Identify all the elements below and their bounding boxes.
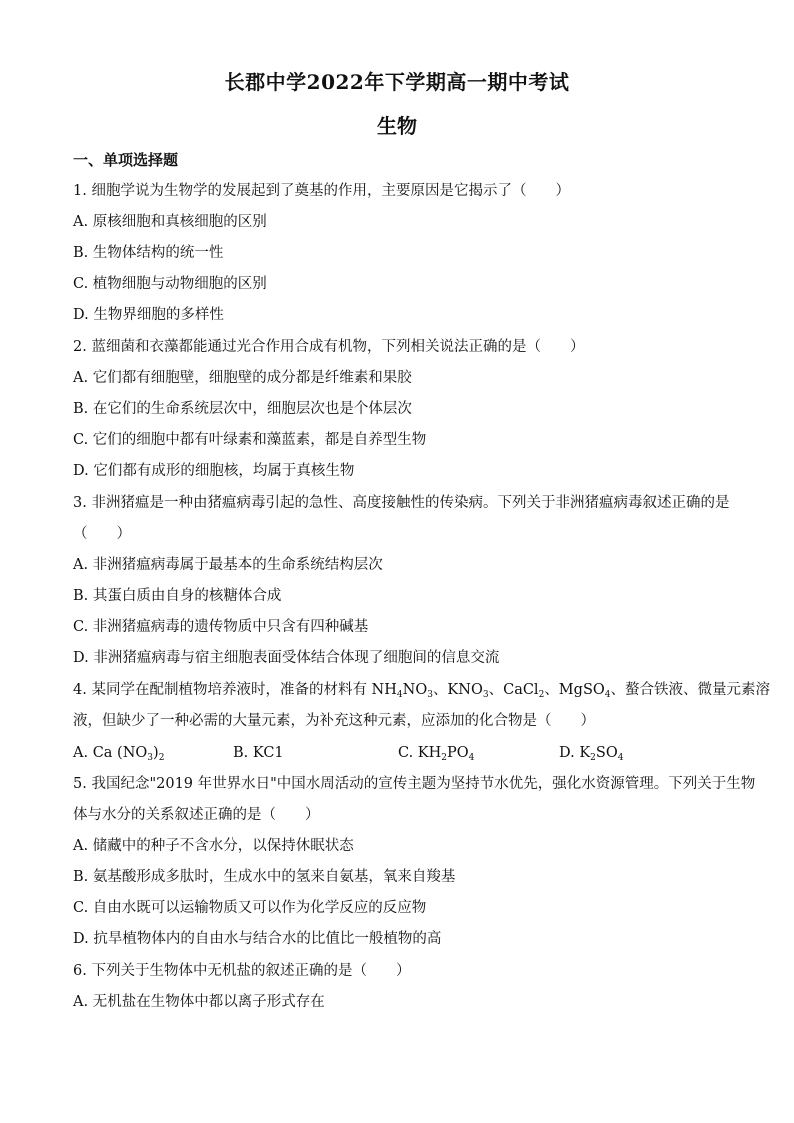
question-2-option-a: A. 它们都有细胞壁，细胞壁的成分都是纤维素和果胶: [73, 370, 412, 386]
question-3-option-b: B. 其蛋白质由自身的核糖体合成: [73, 588, 282, 604]
question-3-option-a: A. 非洲猪瘟病毒属于最基本的生命系统结构层次: [73, 557, 383, 573]
question-1-option-c: C. 植物细胞与动物细胞的区别: [73, 276, 267, 292]
question-2-stem: 2. 蓝细菌和衣藻都能通过光合作用合成有机物，下列相关说法正确的是（ ）: [73, 339, 585, 355]
question-2-option-b: B. 在它们的生命系统层次中，细胞层次也是个体层次: [73, 401, 412, 417]
subject-title: 生物: [377, 114, 417, 138]
question-3-option-c: C. 非洲猪瘟病毒的遗传物质中只含有四种碱基: [73, 619, 369, 635]
question-4-option-c: C. $KH_2PO_4$: [398, 745, 475, 763]
question-5-stem-line-1: 5. 我国纪念"2019 年世界水日"中国水周活动的宣传主题为坚持节水优先，强化水资源管理。下列关于生物: [73, 776, 756, 792]
question-2-option-d: D. 它们都有成形的细胞核，均属于真核生物: [73, 463, 355, 479]
question-3-option-d: D. 非洲猪瘟病毒与宿主细胞表面受体结合体现了细胞间的信息交流: [73, 650, 500, 666]
question-3-stem-line-1: 3. 非洲猪瘟是一种由猪瘟病毒引起的急性、高度接触性的传染病。下列关于非洲猪瘟病毒叙述正确的是: [73, 495, 730, 511]
question-6-stem: 6. 下列关于生物体中无机盐的叙述正确的是（ ）: [73, 963, 411, 979]
question-1-stem: 1. 细胞学说为生物学的发展起到了奠基的作用，主要原因是它揭示了（ ）: [73, 183, 570, 199]
question-5-option-d: D. 抗旱植物体内的自由水与结合水的比值比一般植物的高: [73, 931, 442, 947]
question-1-option-b: B. 生物体结构的统一性: [73, 245, 224, 261]
question-5-option-c: C. 自由水既可以运输物质又可以作为化学反应的反应物: [73, 900, 427, 916]
question-4-stem-line-1: 4. 某同学在配制植物培养液时，准备的材料有 $NH_4NO_3$、$KNO_3$、CaCl$_2$、MgSO$_4$、螯合铁液、微量元素溶: [73, 682, 770, 700]
question-3-stem-line-2: （ ）: [73, 526, 131, 542]
question-5-stem-line-2: 体与水分的关系叙述正确的是（ ）: [73, 807, 320, 823]
question-4-option-d: D. $K_2SO_4$: [559, 745, 624, 763]
question-6-option-a: A. 无机盐在生物体中都以离子形式存在: [73, 994, 325, 1010]
question-5-option-a: A. 储藏中的种子不含水分，以保持休眠状态: [73, 838, 354, 854]
question-4-option-b: B. KC1: [233, 745, 284, 761]
section-heading: 一、单项选择题: [73, 151, 179, 169]
question-4-stem-line-2: 液，但缺少了一种必需的大量元素，为补充这种元素，应添加的化合物是（ ）: [73, 713, 595, 729]
question-2-option-c: C. 它们的细胞中都有叶绿素和藻蓝素，都是自养型生物: [73, 432, 427, 448]
question-1-option-a: A. 原核细胞和真核细胞的区别: [73, 214, 267, 230]
question-4-option-a: A. Ca $(NO_3)_2$: [73, 745, 165, 763]
exam-title: 长郡中学2022年下学期高一期中考试: [224, 70, 570, 94]
question-5-option-b: B. 氨基酸形成多肽时，生成水中的氢来自氨基，氧来自羧基: [73, 869, 456, 885]
question-1-option-d: D. 生物界细胞的多样性: [73, 307, 224, 323]
